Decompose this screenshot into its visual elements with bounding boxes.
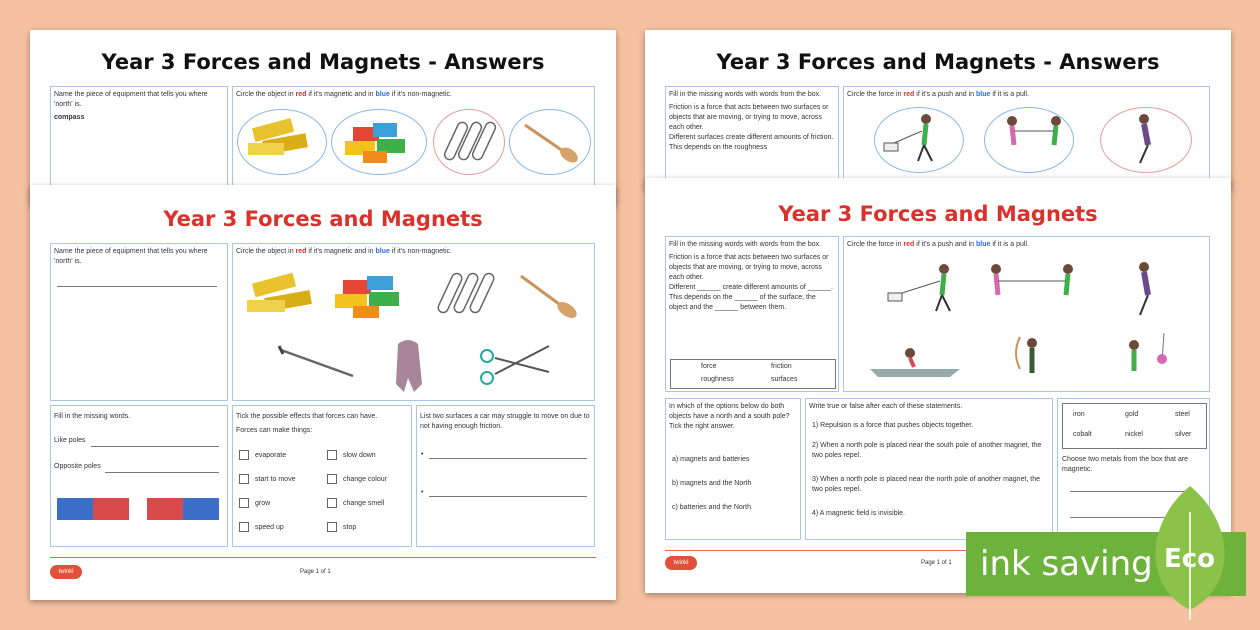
tick-list-right: [327, 450, 387, 546]
word: friction: [771, 363, 792, 370]
person-pushing-icon: [1139, 114, 1149, 163]
left-answers-compass: compass: [54, 114, 85, 121]
paperclips-icon: [443, 121, 497, 161]
metal: cobalt: [1073, 431, 1092, 438]
surface-answer-line-2[interactable]: [429, 496, 587, 497]
tick-list-left: [239, 450, 295, 546]
statement: 1) Repulsion is a force that pushes objects together.: [812, 422, 974, 429]
wooden-spoon-icon: [521, 276, 579, 321]
metal: gold: [1125, 411, 1139, 418]
statement: 3) When a north pole is placed near the north pole of another magnet, the two poles repel.: [812, 476, 1041, 493]
bar-magnets: [57, 494, 223, 524]
tug-of-war-icon: [1007, 116, 1061, 145]
page-number: Page 1 of 1: [921, 560, 952, 566]
left-answers-q2: Circle the object in red if it's magnetic and in blue if it's non-magnetic.: [236, 91, 452, 98]
bullet: •: [421, 489, 424, 496]
compass-answer-line[interactable]: [57, 286, 217, 287]
left-answers-q1: Name the piece of equipment that tells you where 'north' is.: [54, 91, 208, 108]
true-false-title: Write true or false after each of these statements.: [809, 403, 963, 410]
checkbox[interactable]: [239, 522, 249, 532]
right-answers-title: Year 3 Forces and Magnets - Answers: [716, 50, 1160, 74]
poles-question-box: [665, 398, 801, 540]
opposite-poles-line[interactable]: [105, 472, 219, 473]
forces-can-label: Forces can make things:: [236, 427, 313, 434]
word-box: [670, 359, 836, 389]
right-answers-figures: [844, 105, 1211, 175]
tick-option[interactable]: change smell: [327, 498, 387, 522]
right-answers-friction: Friction is a force that acts between two surfaces or objects that are moving, or trying to move, across each other.: [669, 104, 829, 131]
like-poles-line[interactable]: [91, 446, 219, 447]
tick-option[interactable]: grow: [239, 498, 295, 522]
left-answers-title: Year 3 Forces and Magnets - Answers: [101, 50, 545, 74]
magnetic-question: Circle the object in red if it's magnetic and in blue if it's non-magnetic.: [236, 248, 452, 255]
right-answers-different: Different surfaces create different amounts of friction. This depends on the roughness: [669, 134, 834, 151]
person-walking-dog-icon: [884, 114, 932, 161]
left-worksheet-title: Year 3 Forces and Magnets: [163, 207, 483, 231]
like-poles-label: Like poles: [54, 437, 86, 444]
bullet: •: [421, 451, 424, 458]
tick-title: Tick the possible effects that forces can have.: [236, 413, 378, 420]
right-answers-circle: Circle the force in red if it's a push and in blue if it is a pull.: [847, 91, 1029, 98]
tick-option[interactable]: speed up: [239, 522, 295, 546]
bar-magnet-icon: [57, 498, 129, 520]
right-answers-circle-box: [843, 86, 1210, 190]
metal: iron: [1073, 411, 1085, 418]
checkbox[interactable]: [327, 522, 337, 532]
tick-option[interactable]: start to move: [239, 474, 295, 498]
footer-rule: [50, 557, 596, 558]
option[interactable]: c) batteries and the North: [672, 504, 751, 511]
friction-definition: Friction is a force that acts between two surfaces or objects that are moving, or trying to move, across each other.: [669, 254, 829, 281]
friction-fill-instructions: Fill in the missing words with words from the box.: [669, 241, 822, 248]
left-answers-q2-box: [232, 86, 595, 201]
twinkl-logo: twinkl: [665, 556, 697, 570]
lego-bricks-icon: [345, 123, 405, 163]
paperclips-icon: [437, 272, 496, 314]
metals-word-box: [1062, 403, 1207, 449]
left-answers-objects: [233, 107, 596, 177]
tick-option[interactable]: stop: [327, 522, 387, 546]
tug-of-war-icon: [991, 264, 1073, 295]
checkbox[interactable]: [239, 450, 249, 460]
wooden-spoon-icon: [525, 125, 581, 166]
checkbox[interactable]: [327, 498, 337, 508]
poles-question: In which of the options below do both objects have a north and a south pole? Tick the right answer.: [669, 403, 790, 430]
tick-option[interactable]: slow down: [327, 450, 387, 474]
magnetic-objects: [233, 260, 596, 400]
compass-question-box: [50, 243, 228, 401]
tick-option[interactable]: evaporate: [239, 450, 295, 474]
push-pull-figures: [844, 253, 1211, 393]
ink-saving-text: ink saving: [980, 544, 1153, 584]
scarf-icon: [396, 340, 422, 392]
option[interactable]: a) magnets and batteries: [672, 456, 750, 463]
word: roughness: [701, 376, 734, 383]
ink-saving-eco-badge: [966, 482, 1256, 622]
metal: nickel: [1125, 431, 1143, 438]
bar-magnet-icon: [147, 498, 219, 520]
page-number: Page 1 of 1: [300, 569, 331, 575]
right-answers-fill: Fill in the missing words with words from the box.: [669, 91, 822, 98]
statement: 4) A magnetic field is invisible.: [812, 510, 905, 517]
person-on-swing-icon: [1129, 333, 1167, 371]
person-pushing-icon: [1139, 262, 1149, 315]
tick-option[interactable]: change colour: [327, 474, 387, 498]
word: surfaces: [771, 376, 798, 383]
gold-bars-icon: [248, 118, 308, 155]
metals-question: Choose two metals from the box that are magnetic.: [1062, 456, 1189, 473]
checkbox[interactable]: [239, 474, 249, 484]
nail-icon: [279, 346, 353, 376]
friction-gap-sentence: Different ______ create different amounts of ______. This depends on the ______ of the surface, the object and the ______ between them.: [669, 284, 833, 311]
left-answers-sheet: [30, 30, 616, 205]
person-walking-dog-icon: [888, 264, 950, 311]
option[interactable]: b) magnets and the North: [672, 480, 752, 487]
metal: silver: [1175, 431, 1192, 438]
twinkl-logo: twinkl: [50, 565, 82, 579]
archer-icon: [1016, 337, 1037, 373]
left-answers-q1-box: [50, 86, 228, 201]
eco-text: Eco: [1164, 544, 1216, 574]
left-worksheet: [30, 185, 616, 600]
tick-box: [232, 405, 412, 547]
right-worksheet-title: Year 3 Forces and Magnets: [778, 202, 1098, 226]
rowing-boat-icon: [870, 348, 960, 377]
push-pull-box: [843, 236, 1210, 392]
push-pull-question: Circle the force in red if it's a push and in blue if it is a pull.: [847, 241, 1029, 248]
checkbox[interactable]: [327, 474, 337, 484]
surfaces-box: [416, 405, 595, 547]
gold-bars-icon: [247, 273, 312, 312]
scissors-icon: [481, 346, 549, 384]
checkbox[interactable]: [327, 450, 337, 460]
fill-title: Fill in the missing words.: [54, 413, 131, 420]
right-answers-fill-box: [665, 86, 839, 190]
metal: steel: [1175, 411, 1190, 418]
surface-answer-line-1[interactable]: [429, 458, 587, 459]
opposite-poles-label: Opposite poles: [54, 463, 101, 470]
poles-box: [50, 405, 228, 547]
lego-bricks-icon: [335, 276, 399, 318]
friction-fill-box: [665, 236, 839, 392]
word: force: [701, 363, 717, 370]
magnetic-question-box: [232, 243, 595, 401]
right-answers-sheet: [645, 30, 1231, 190]
compass-question: Name the piece of equipment that tells you where 'north' is.: [54, 248, 208, 265]
surfaces-question: List two surfaces a car may struggle to move on due to not having enough friction.: [420, 413, 590, 430]
statement: 2) When a north pole is placed near the south pole of another magnet, the two poles repel.: [812, 442, 1042, 459]
checkbox[interactable]: [239, 498, 249, 508]
